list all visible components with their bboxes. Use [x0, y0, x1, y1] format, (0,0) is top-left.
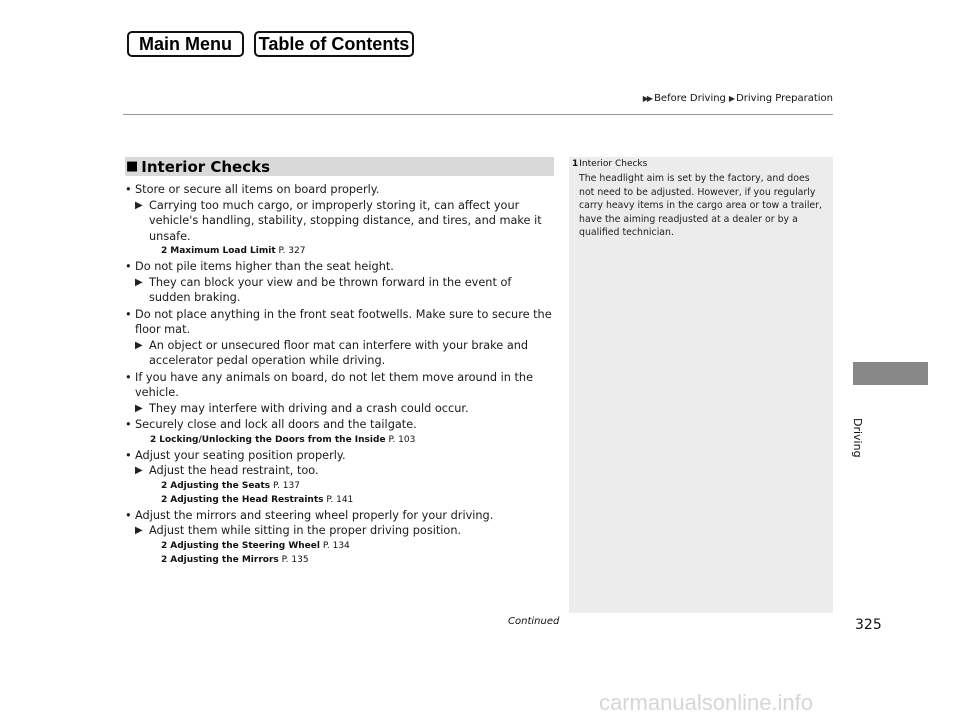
- checklist-item: • If you have any animals on board, do not let them move around in the vehicle.: [125, 370, 555, 401]
- checklist-item: • Store or secure all items on board properly.: [125, 182, 555, 198]
- checklist-item: • Securely close and lock all doors and the tailgate.: [125, 417, 555, 433]
- checklist-subitem: [125, 523, 555, 539]
- reference-title: Adjusting the Head Restraints: [170, 494, 324, 505]
- side-note-heading: [569, 157, 833, 169]
- side-note-panel: [569, 157, 833, 613]
- reference-arrow-icon: 2: [161, 494, 168, 505]
- side-note-title: Interior Checks: [579, 159, 648, 169]
- checklist-item: • Adjust the mirrors and steering wheel properly for your driving.: [125, 508, 555, 524]
- cross-reference-link[interactable]: [125, 479, 555, 493]
- section-marker-icon: ■: [126, 159, 139, 174]
- reference-page: P. 141: [326, 494, 354, 505]
- reference-title: Adjusting the Mirrors: [170, 554, 279, 565]
- reference-page: P. 137: [273, 480, 300, 491]
- reference-page: P. 327: [278, 246, 306, 256]
- cross-reference-link[interactable]: [125, 553, 555, 567]
- breadcrumb-item[interactable]: Driving Preparation: [736, 93, 833, 104]
- checklist-item: • Adjust your seating position properly.: [125, 448, 555, 464]
- sub-arrow-icon: ▶: [135, 525, 143, 536]
- sub-arrow-icon: ▶: [135, 339, 143, 351]
- note-number-icon: 1: [572, 159, 579, 169]
- sub-arrow-icon: ▶: [135, 465, 143, 476]
- subitem-text: They may interfere with driving and a crash could occur.: [149, 401, 469, 415]
- reference-title: Adjusting the Steering Wheel: [170, 540, 320, 551]
- watermark: carmanualsonline.info: [599, 690, 814, 715]
- breadcrumb-arrow-icon: ▶▶: [642, 94, 652, 103]
- breadcrumb-arrow-icon: ▶: [728, 94, 734, 103]
- reference-arrow-icon: 2: [161, 246, 168, 256]
- reference-page: P. 134: [322, 540, 350, 551]
- subitem-text: Adjust the head restraint, too.: [149, 464, 319, 477]
- checklist-subitem: [125, 401, 555, 417]
- page-number: 325: [855, 617, 882, 633]
- reference-title: Locking/Unlocking the Doors from the Inside: [159, 434, 386, 445]
- cross-reference-link[interactable]: [125, 244, 555, 258]
- breadcrumb: [643, 93, 833, 104]
- section-title: Interior Checks: [141, 157, 271, 176]
- reference-page: P. 135: [281, 554, 309, 565]
- reference-arrow-icon: 2: [161, 480, 168, 491]
- continued-label: Continued: [508, 616, 560, 627]
- subitem-text: They can block your view and be thrown forward in the event of sudden braking.: [149, 275, 512, 304]
- chapter-tab-label: Driving: [851, 418, 864, 458]
- subitem-text: Adjust them while sitting in the proper driving position.: [149, 524, 462, 537]
- checklist-item: • Do not pile items higher than the seat height.: [125, 259, 555, 275]
- reference-page: P. 103: [388, 434, 416, 445]
- main-menu-button[interactable]: Main Menu: [127, 31, 244, 57]
- subitem-text: An object or unsecured floor mat can interfere with your brake and accelerator pedal operation while driving.: [149, 338, 529, 367]
- breadcrumb-item[interactable]: Before Driving: [654, 93, 726, 104]
- checklist-item: • Do not place anything in the front seat footwells. Make sure to secure the floor mat.: [125, 307, 555, 338]
- checklist-subitem: [125, 275, 555, 306]
- checklist: [125, 181, 555, 567]
- header-divider: [123, 114, 833, 115]
- cross-reference-link[interactable]: [125, 539, 555, 553]
- cross-reference-link[interactable]: [125, 493, 555, 507]
- reference-arrow-icon: 2: [161, 554, 168, 565]
- reference-title: Maximum Load Limit: [170, 246, 276, 256]
- subitem-text: Carrying too much cargo, or improperly storing it, can affect your vehicle's handling, stability, stopping distance, and tires, and make it unsafe.: [149, 198, 542, 243]
- sub-arrow-icon: ▶: [135, 199, 143, 211]
- reference-title: Adjusting the Seats: [170, 480, 271, 491]
- sub-arrow-icon: ▶: [135, 402, 143, 414]
- checklist-subitem: [125, 198, 555, 245]
- side-note-body: The headlight aim is set by the factory, and does not need to be adjusted. However, if you regularly carry heavy items in the cargo area or tow a trailer, have the aiming readjusted at a dealer or by a qualified technician.: [579, 173, 823, 239]
- reference-arrow-icon: 2: [161, 540, 168, 551]
- checklist-subitem: [125, 463, 555, 479]
- checklist-subitem: [125, 338, 555, 369]
- table-of-contents-button[interactable]: Table of Contents: [254, 31, 414, 57]
- reference-arrow-icon: 2: [150, 434, 157, 445]
- chapter-tab[interactable]: [853, 362, 928, 385]
- cross-reference-link[interactable]: [125, 433, 555, 447]
- section-header: [125, 157, 554, 176]
- sub-arrow-icon: ▶: [135, 276, 143, 288]
